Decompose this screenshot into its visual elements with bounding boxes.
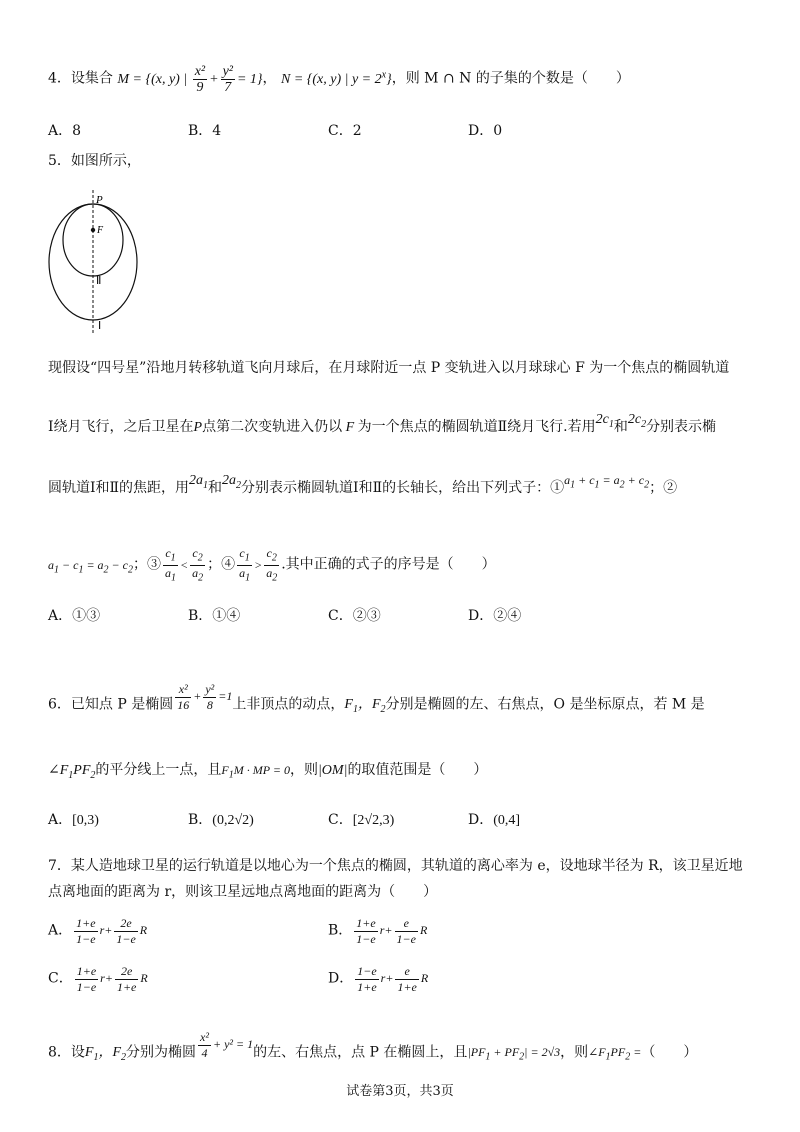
q4-option-b[interactable]: B．4 xyxy=(188,123,222,139)
q5-line3-d: ；② xyxy=(649,480,678,496)
q6-option-b-label: B． xyxy=(188,812,213,828)
q5-line3-c: 分别表示椭圆轨道Ⅰ和Ⅱ的长轴长，给出下列式子：① xyxy=(241,480,565,496)
formula-3: $\frac{c_1}{a_1}$ < $\frac{c_2}{a_2}$ xyxy=(164,546,204,584)
label-orbit-1: Ⅰ xyxy=(98,320,102,332)
q8-line-c: 的左、右焦点，点 P 在椭圆上，且 xyxy=(253,1044,468,1061)
q6-option-c-value: [2√2,3) xyxy=(352,813,395,828)
q6-line2 xyxy=(48,760,487,786)
symbol-p: P xyxy=(193,420,203,435)
q8-line xyxy=(48,1030,697,1068)
formula-4: $\frac{c_1}{a_1}$ > $\frac{c_2}{a_2}$ xyxy=(239,546,278,584)
q6-line1 xyxy=(48,682,705,720)
symbol-2c2: $2c_2$ xyxy=(627,412,647,430)
q6-line2-a: 的平分线上一点，且 xyxy=(95,762,222,778)
page-footer: 试卷第3页，共3页 xyxy=(346,1084,454,1099)
q6-option-d[interactable] xyxy=(468,810,520,831)
q7-option-b-label: B． xyxy=(328,922,353,939)
q5-line2-a: Ⅰ绕月飞行，之后卫星在 xyxy=(48,419,194,435)
symbol-2a1: $2a_1$ xyxy=(189,473,209,491)
q6-option-c-label: C． xyxy=(328,812,353,828)
q5-option-b[interactable]: B．①④ xyxy=(188,608,241,624)
q5-line4-c: .其中正确的式子的序号是（ ） xyxy=(281,556,496,573)
q7-option-d-label: D． xyxy=(328,970,354,987)
q4-option-d[interactable]: D．0 xyxy=(468,123,503,139)
q6-line2-c: 的取值范围是（ ） xyxy=(347,762,488,778)
q5-line4-a: ；③ xyxy=(132,556,161,573)
q5-line3 xyxy=(48,470,677,498)
formula-2: $a_1 - c_1 = a_2 - c_2$ xyxy=(48,557,133,576)
q6-line1-b: 上非顶点的动点， xyxy=(232,696,345,713)
q8-vector-sum: $|PF_1 + PF_2| = 2√3$ xyxy=(467,1045,561,1063)
q8-angle: $\angle F_1PF_2$ = xyxy=(588,1045,642,1063)
q7-line2: 点离地面的距离为 r，则该卫星远地点离地面的距离为（ ） xyxy=(48,884,438,900)
q7-option-d[interactable] xyxy=(328,964,428,995)
q6-line2-b: ，则 xyxy=(289,762,318,778)
q4-stem xyxy=(48,64,630,95)
q6-angle: $\angle F_1PF_2$ xyxy=(48,763,96,781)
q8-line-d: ，则 xyxy=(560,1044,589,1061)
q4-set-m: M = {(x, y) | $\frac{\text{x²}}{9}$ + $\frac{\text{y²}}{7}$ = 1} xyxy=(117,64,263,95)
q6-option-a-label: A． xyxy=(48,812,73,828)
q5-intro: 5．如图所示， xyxy=(48,153,141,169)
q6-option-b-value: (0,2√2) xyxy=(212,813,254,828)
label-f: F xyxy=(97,225,104,236)
q4-tail: ，则 M ∩ N 的子集的个数是（ ） xyxy=(391,70,630,87)
q8-ellipse-equation: $\frac{\text{x²}}{4}$ + y² = 1 xyxy=(200,1030,254,1060)
q4-set-n: N = {(x, y) | $y = 2^x$} xyxy=(280,69,392,87)
symbol-2a2: $2a_2$ xyxy=(222,473,242,491)
q6-option-a-value: [0,3) xyxy=(72,813,99,828)
q7-option-d-formula: $\frac{1-e}{1+e}$ r+ $\frac{e}{1+e}$ R xyxy=(357,964,429,994)
q5-line2 xyxy=(48,410,716,438)
q5-line4-b: ；④ xyxy=(207,556,236,573)
q8-line-b: 分别为椭圆 xyxy=(126,1044,197,1061)
q7-option-a-label: A． xyxy=(48,922,73,939)
q7-option-b[interactable] xyxy=(328,916,427,947)
q6-foci: $F_1$，$F_2$ xyxy=(344,697,386,716)
q6-line1-c: 分别是椭圆的左、右焦点，O 是坐标原点，若 M 是 xyxy=(385,696,705,713)
label-p: P xyxy=(96,194,103,206)
q4-prefix: 4．设集合 xyxy=(48,70,113,87)
symbol-2c1: $2c_1$ xyxy=(595,412,614,430)
q5-option-a[interactable]: A．①③ xyxy=(48,608,101,624)
q8-line-e: （ ） xyxy=(641,1044,698,1061)
q5-option-d[interactable]: D．②④ xyxy=(468,608,522,624)
q5-line4 xyxy=(48,546,496,586)
q4-sep: ， xyxy=(262,70,277,87)
q7-option-c-label: C． xyxy=(48,970,73,987)
q5-line1: 现假设“四号星”沿地月转移轨道飞向月球后，在月球附近一点 P 变轨进入以月球球心 F 为一个焦点的椭圆轨道 xyxy=(48,360,730,376)
q5-line2-d: 和 xyxy=(613,419,628,435)
symbol-f: F xyxy=(342,420,358,435)
orbit-figure xyxy=(46,188,156,338)
q6-om-norm: |OM| xyxy=(317,763,348,778)
q5-option-c[interactable]: C．②③ xyxy=(328,608,381,624)
q6-ellipse-equation: $\frac{\text{x²}}{16}$ + $\frac{\text{y²}}{8}$ =1 xyxy=(177,682,233,712)
q6-option-d-value: (0,4] xyxy=(493,813,521,828)
q6-option-c[interactable] xyxy=(328,810,394,831)
q4-option-a[interactable]: A．8 xyxy=(48,123,82,139)
q7-option-a[interactable] xyxy=(48,916,147,947)
q6-option-a[interactable] xyxy=(48,810,99,831)
q7-option-a-formula: $\frac{1+e}{1-e}$ r+ $\frac{2e}{1-e}$ R xyxy=(76,916,148,946)
q6-line1-a: 6．已知点 P 是椭圆 xyxy=(48,696,174,713)
q6-dot-product: $F_1M$ · MP = 0 xyxy=(221,763,290,781)
q5-line2-c: 为一个焦点的椭圆轨道Ⅱ绕月飞行.若用 xyxy=(357,419,596,435)
q6-option-d-label: D． xyxy=(468,812,494,828)
q6-option-b[interactable] xyxy=(188,810,254,831)
q8-line-a: 8．设 xyxy=(48,1044,85,1061)
q8-foci: $F_1$，$F_2$ xyxy=(84,1045,127,1064)
q4-option-c[interactable]: C．2 xyxy=(328,123,362,139)
q7-line1: 7．某人造地球卫星的运行轨道是以地心为一个焦点的椭圆，其轨道的离心率为 e，设地球半径为 R，该卫星近地 xyxy=(48,858,743,874)
q7-option-c[interactable] xyxy=(48,964,148,995)
q5-line3-a: 圆轨道Ⅰ和Ⅱ的焦距，用 xyxy=(48,480,190,496)
focus-point xyxy=(91,228,95,232)
q5-line3-b: 和 xyxy=(208,480,223,496)
label-orbit-2: Ⅱ xyxy=(96,275,102,287)
q5-line2-e: 分别表示椭 xyxy=(646,419,717,435)
formula-1: $a_1 + c_1 = a_2 + c_2$ xyxy=(564,473,650,491)
q7-option-b-formula: $\frac{1+e}{1-e}$ r+ $\frac{e}{1-e}$ R xyxy=(356,916,428,946)
q7-option-c-formula: $\frac{1+e}{1-e}$ r+ $\frac{2e}{1+e}$ R xyxy=(76,964,148,994)
q5-line2-b: 点第二次变轨进入仍以 xyxy=(202,419,343,435)
